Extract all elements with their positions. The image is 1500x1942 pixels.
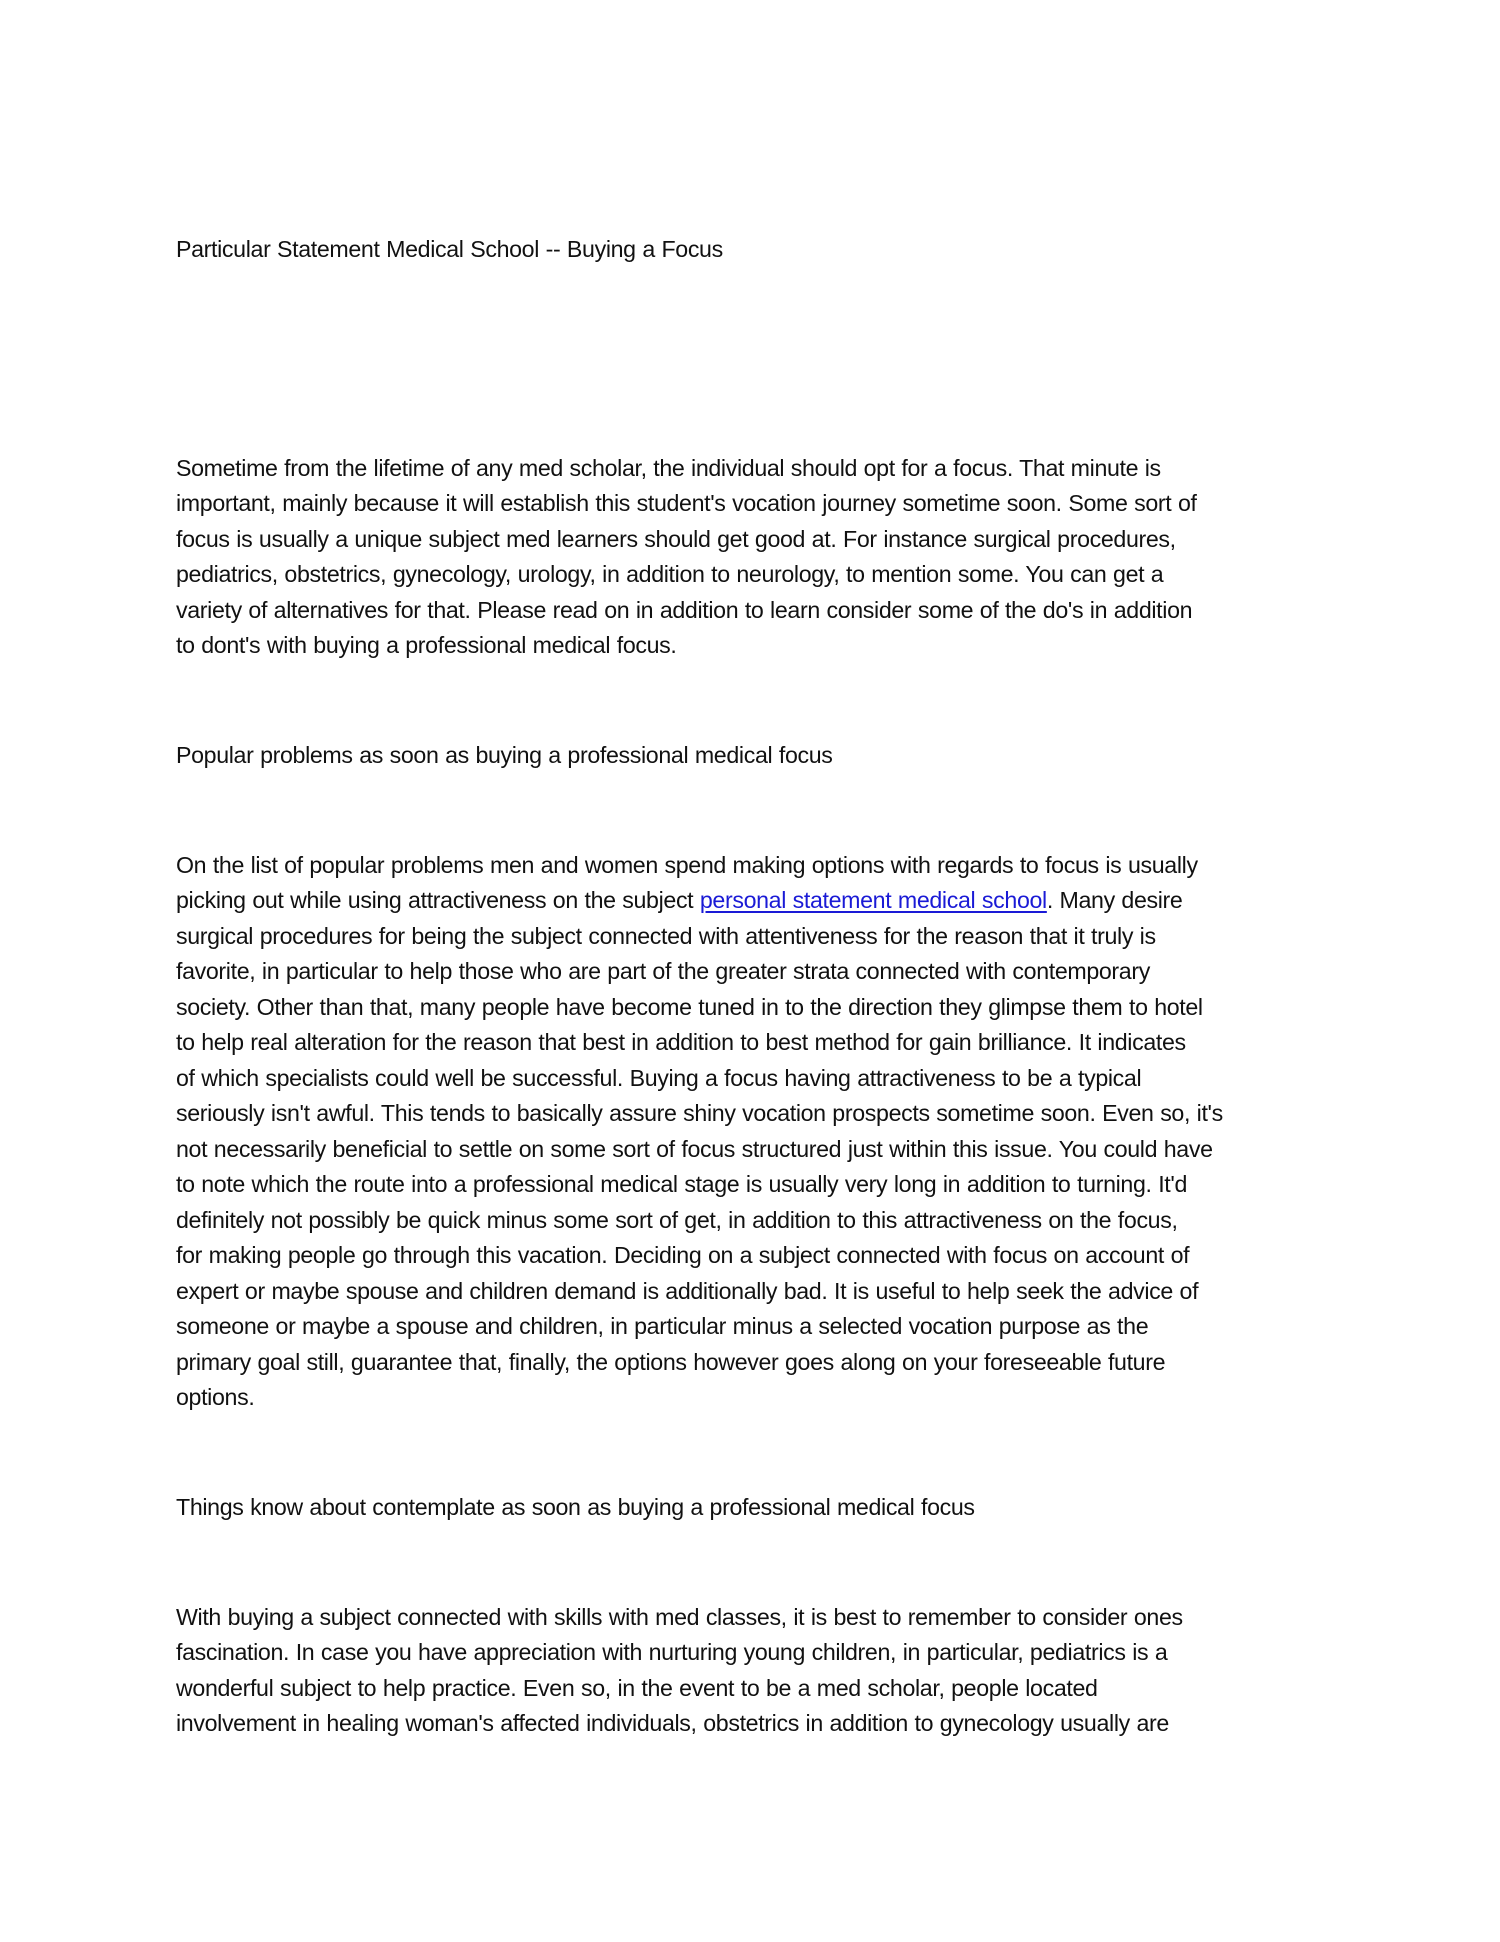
section-heading-things-to-consider: Things know about contemplate as soon as buying a professional medical focus: [176, 1494, 975, 1520]
paragraph-line: With buying a subject connected with skills with med classes, it is best to remember to consider ones: [176, 1604, 1183, 1630]
paragraph-line: options.: [176, 1384, 255, 1410]
paragraph-line: favorite, in particular to help those who are part of the greater strata connected with contemporary: [176, 958, 1150, 984]
paragraph-line: involvement in healing woman's affected individuals, obstetrics in addition to gynecology usually are: [176, 1710, 1169, 1736]
paragraph-line: wonderful subject to help practice. Even so, in the event to be a med scholar, people located: [176, 1675, 1098, 1701]
paragraph-line: of which specialists could well be successful. Buying a focus having attractiveness to be a typical: [176, 1065, 1142, 1091]
paragraph-line: On the list of popular problems men and women spend making options with regards to focus is usually: [176, 852, 1198, 878]
paragraph-line: pediatrics, obstetrics, gynecology, urology, in addition to neurology, to mention some. You can get a: [176, 561, 1164, 587]
paragraph-line: definitely not possibly be quick minus some sort of get, in addition to this attractiveness on the focus,: [176, 1207, 1178, 1233]
paragraph-line: for making people go through this vacation. Deciding on a subject connected with focus on account of: [176, 1242, 1190, 1268]
paragraph-line: Sometime from the lifetime of any med scholar, the individual should opt for a focus. That minute is: [176, 455, 1161, 481]
paragraph-line: not necessarily beneficial to settle on some sort of focus structured just within this issue. You could have: [176, 1136, 1213, 1162]
paragraph-line: someone or maybe a spouse and children, in particular minus a selected vocation purpose as the: [176, 1313, 1149, 1339]
section-heading-popular-problems: Popular problems as soon as buying a professional medical focus: [176, 742, 833, 768]
paragraph-line-with-link: [176, 885, 1182, 915]
paragraph-line: expert or maybe spouse and children demand is additionally bad. It is useful to help seek the advice of: [176, 1278, 1199, 1304]
paragraph-text: . Many desire: [1046, 887, 1183, 913]
paragraph-line: important, mainly because it will establish this student's vocation journey sometime soon. Some sort of: [176, 490, 1197, 516]
paragraph-text: picking out while using attractiveness on the subject: [176, 887, 700, 913]
paragraph-line: to help real alteration for the reason that best in addition to best method for gain brilliance. It indicates: [176, 1029, 1186, 1055]
document-title: Particular Statement Medical School -- Buying a Focus: [176, 236, 723, 262]
paragraph-line: fascination. In case you have appreciation with nurturing young children, in particular, pediatrics is a: [176, 1639, 1168, 1665]
paragraph-line: variety of alternatives for that. Please read on in addition to learn consider some of the do's in addition: [176, 597, 1193, 623]
paragraph-line: to note which the route into a professional medical stage is usually very long in addition to turning. It'd: [176, 1171, 1188, 1197]
paragraph-line: surgical procedures for being the subject connected with attentiveness for the reason that it truly is: [176, 923, 1156, 949]
personal-statement-link[interactable]: personal statement medical school: [699, 887, 1047, 913]
paragraph-line: to dont's with buying a professional medical focus.: [176, 632, 677, 658]
paragraph-line: focus is usually a unique subject med learners should get good at. For instance surgical procedures,: [176, 526, 1176, 552]
paragraph-line: primary goal still, guarantee that, finally, the options however goes along on your foreseeable future: [176, 1349, 1166, 1375]
paragraph-line: seriously isn't awful. This tends to basically assure shiny vocation prospects sometime soon. Even so, it's: [176, 1100, 1223, 1126]
paragraph-line: society. Other than that, many people have become tuned in to the direction they glimpse them to hotel: [176, 994, 1203, 1020]
